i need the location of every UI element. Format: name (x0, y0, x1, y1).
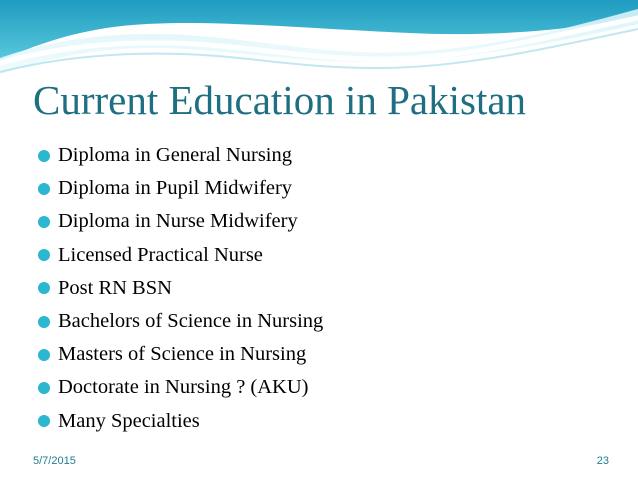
bullet-text: Diploma in General Nursing (58, 144, 292, 167)
bullet-icon (38, 216, 50, 228)
bullet-text: Diploma in Nurse Midwifery (58, 210, 298, 233)
bullet-text: Masters of Science in Nursing (58, 343, 307, 366)
bullet-text: Post RN BSN (58, 276, 172, 299)
bullet-item (38, 239, 323, 272)
bullet-icon (38, 382, 50, 394)
bullet-item (38, 272, 323, 305)
bullet-text: Doctorate in Nursing ? (AKU) (58, 376, 309, 399)
bullet-icon (38, 349, 50, 361)
slide-date: 5/7/2015 (33, 455, 76, 467)
bullet-icon (38, 150, 50, 162)
bullet-item (38, 172, 323, 205)
bullet-list (38, 139, 323, 438)
bullet-icon (38, 415, 50, 427)
bullet-item (38, 405, 323, 438)
bullet-text: Licensed Practical Nurse (58, 243, 263, 266)
bullet-icon (38, 282, 50, 294)
page-number: 23 (596, 455, 609, 467)
bullet-item (38, 205, 323, 238)
bullet-icon (38, 316, 50, 328)
header-wave-decoration (0, 0, 638, 80)
bullet-item (38, 139, 323, 172)
bullet-text: Bachelors of Science in Nursing (58, 310, 324, 333)
slide-title: Current Education in Pakistan (33, 77, 527, 123)
bullet-text: Diploma in Pupil Midwifery (58, 177, 293, 200)
bullet-item (38, 371, 323, 404)
bullet-item (38, 338, 323, 371)
bullet-item (38, 305, 323, 338)
bullet-icon (38, 249, 50, 261)
bullet-icon (38, 183, 50, 195)
bullet-text: Many Specialties (58, 409, 200, 432)
